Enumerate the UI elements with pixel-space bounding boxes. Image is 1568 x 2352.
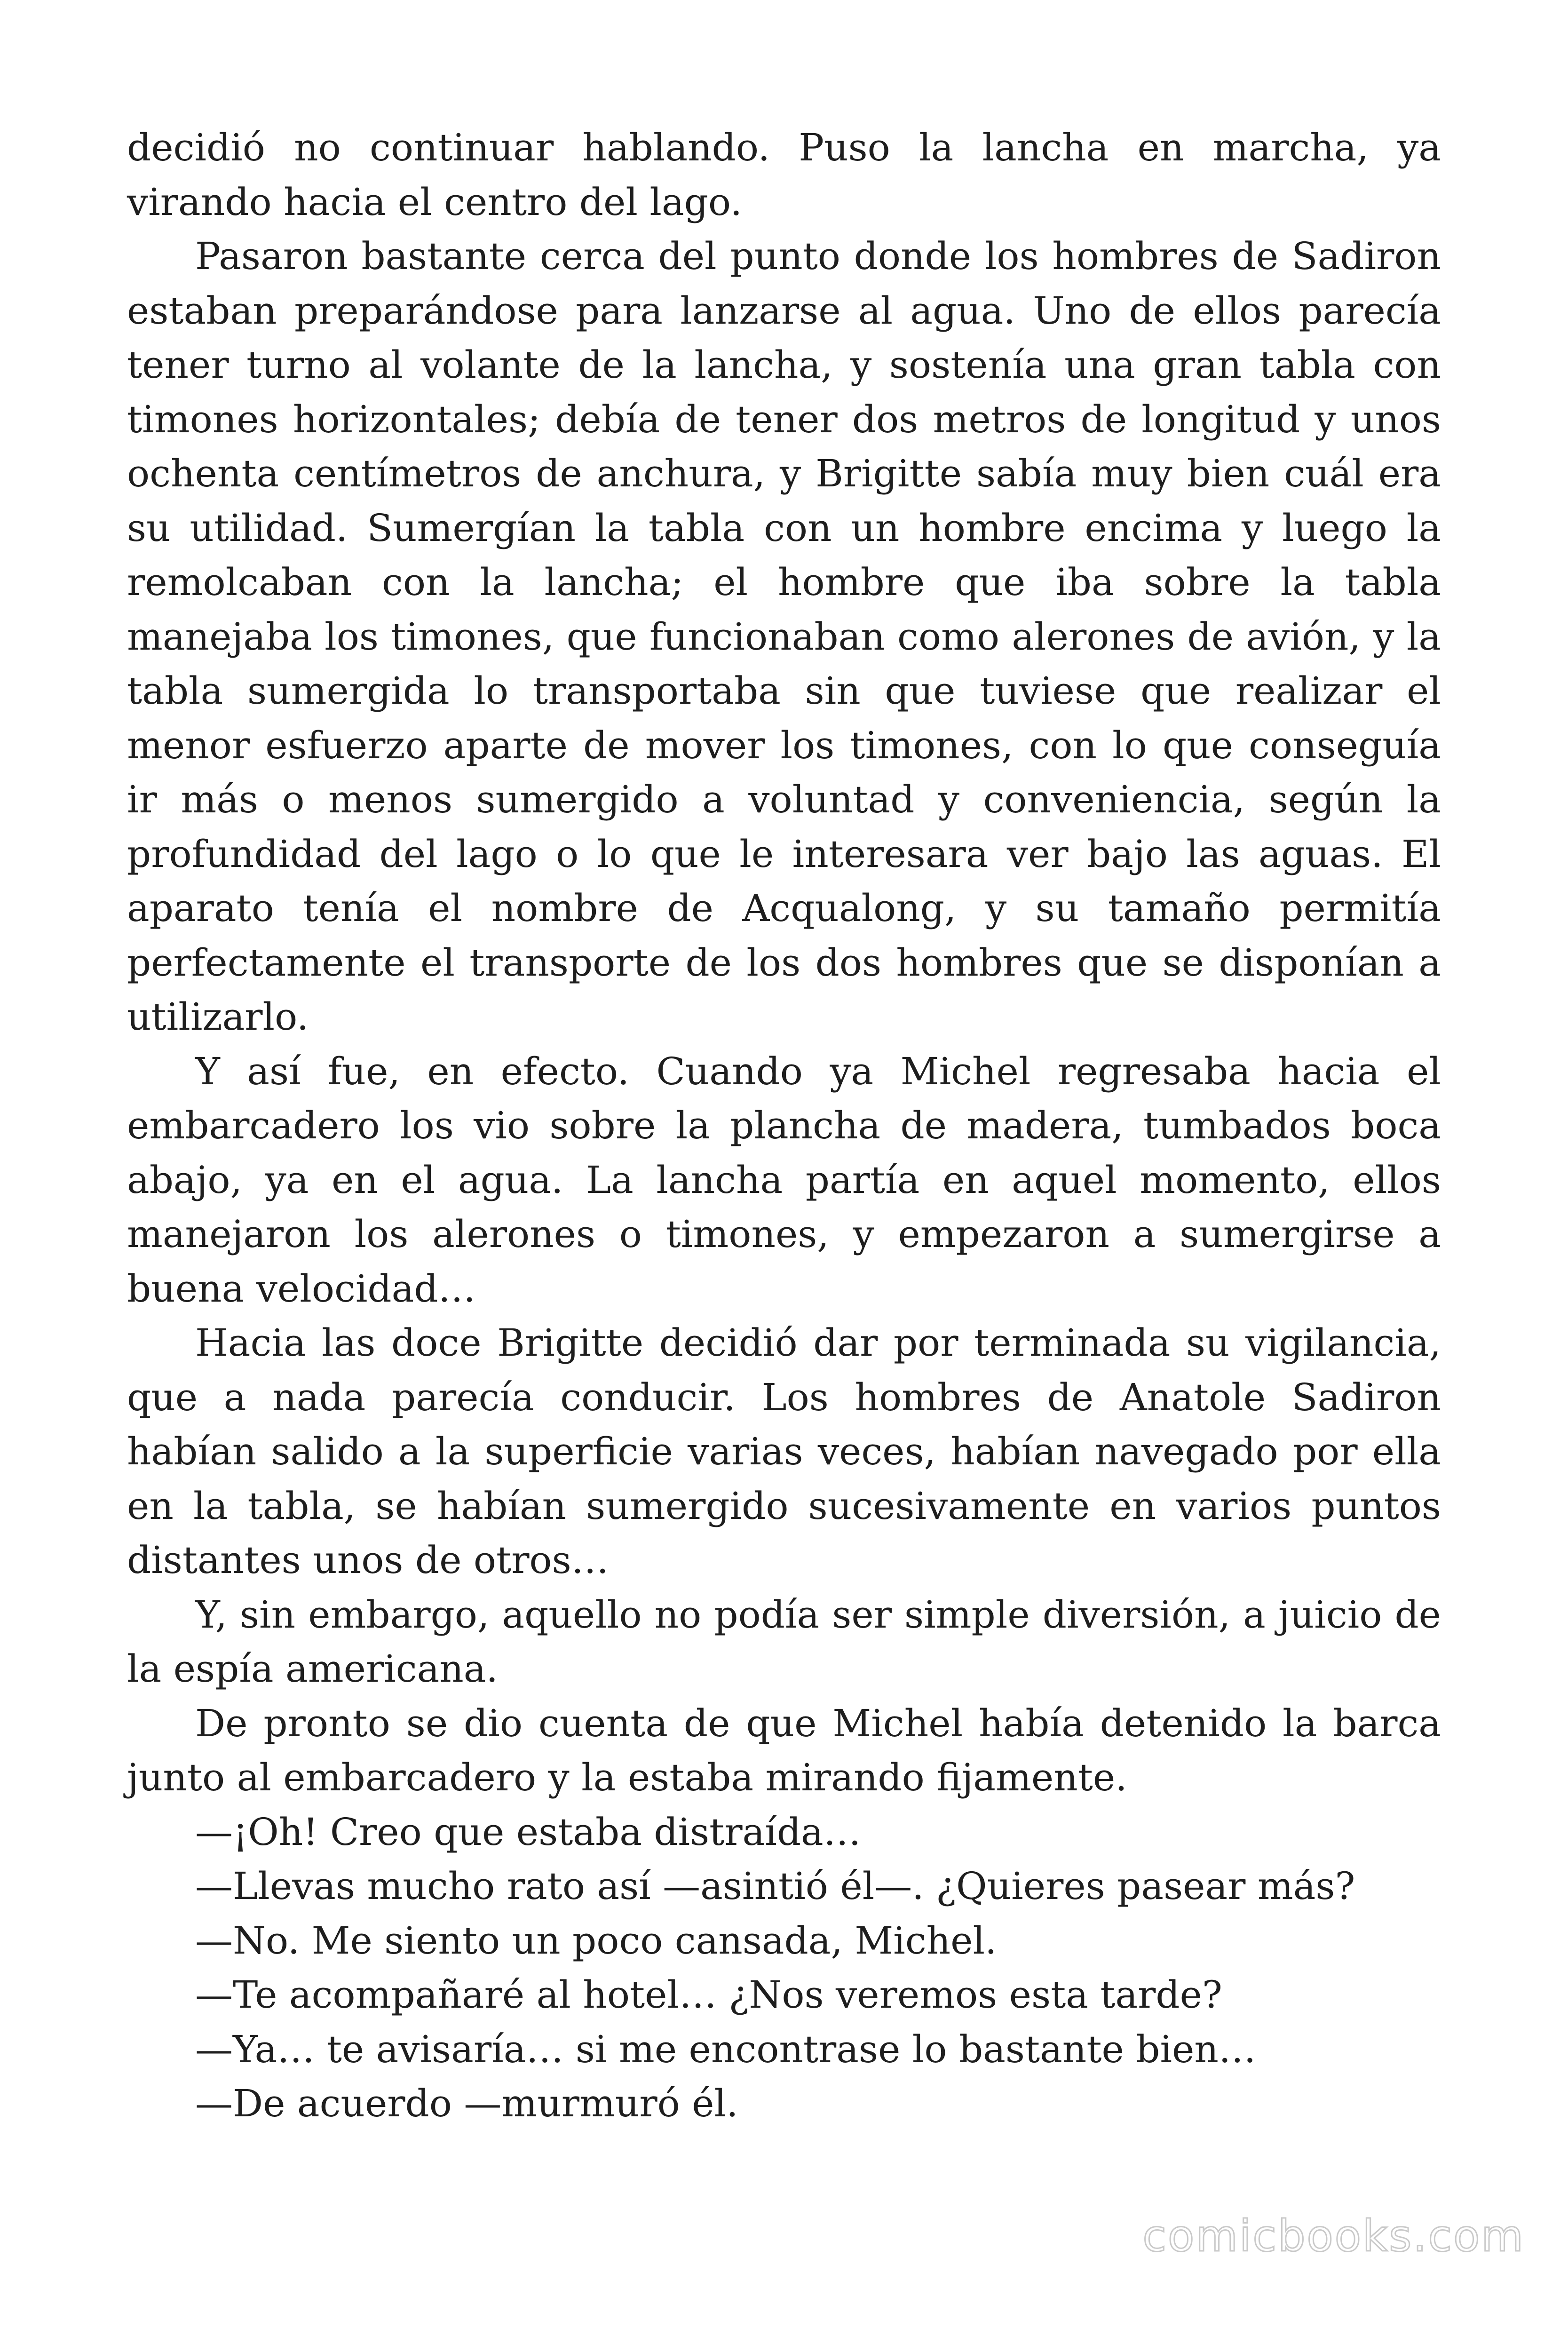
book-page-text (127, 120, 1441, 2131)
paragraph-2: Pasaron bastante cerca del punto donde los hombres de Sadiron estaban preparándose para lanzarse al agua. Uno de ellos parecía tener turno al volante de la lancha, y sostenía una gran tabla con timones horizontales; debía de tener dos metros de longitud y unos ochenta centímetros de anchura, y Brigitte sabía muy bien cuál era su utilidad. Sumergían la tabla con un hombre encima y luego la remolcaban con la lancha; el hombre que iba sobre la tabla manejaba los timones, que funcionaban como alerones de avión, y la tabla sumergida lo transportaba sin que tuviese que realizar el menor esfuerzo aparte de mover los timones, con lo que conseguía ir más o menos sumergido a voluntad y conveniencia, según la profundidad del lago o lo que le interesara ver bajo las aguas. El aparato tenía el nombre de Acqualong, y su tamaño permitía perfectamente el transporte de los dos hombres que se disponían a utilizarlo. (127, 234, 1441, 1039)
paragraph-5: Y, sin embargo, aquello no podía ser simple diversión, a juicio de la espía americana. (127, 1592, 1441, 1691)
dialogue-line-1: —¡Oh! Creo que estaba distraída… (195, 1810, 861, 1854)
dialogue-line-5: —Ya… te avisaría… si me encontrase lo bastante bien… (195, 2027, 1256, 2071)
watermark-text: comicbooks.com (1142, 2211, 1525, 2261)
paragraph-4: Hacia las doce Brigitte decidió dar por terminada su vigilancia, que a nada parecía conducir. Los hombres de Anatole Sadiron habían salido a la superficie varias veces, habían navegado por ella en la tabla, se habían sumergido sucesivamente en varios puntos distantes unos de otros… (127, 1321, 1441, 1582)
dialogue-line-4: —Te acompañaré al hotel… ¿Nos veremos esta tarde? (195, 1973, 1222, 2017)
paragraph-3: Y así fue, en efecto. Cuando ya Michel regresaba hacia el embarcadero los vio sobre la plancha de madera, tumbados boca abajo, ya en el agua. La lancha partía en aquel momento, ellos manejaron los alerones o timones, y empezaron a sumergirse a buena velocidad… (127, 1049, 1441, 1311)
dialogue-line-2: —Llevas mucho rato así —asintió él—. ¿Quieres pasear más? (195, 1864, 1355, 1908)
dialogue-line-3: —No. Me siento un poco cansada, Michel. (195, 1918, 997, 1963)
paragraph-6: De pronto se dio cuenta de que Michel había detenido la barca junto al embarcadero y la estaba mirando fijamente. (127, 1701, 1441, 1799)
paragraph-1: decidió no continuar hablando. Puso la lancha en marcha, ya virando hacia el centro del lago. (127, 126, 1441, 224)
dialogue-line-6: —De acuerdo —murmuró él. (195, 2082, 738, 2125)
